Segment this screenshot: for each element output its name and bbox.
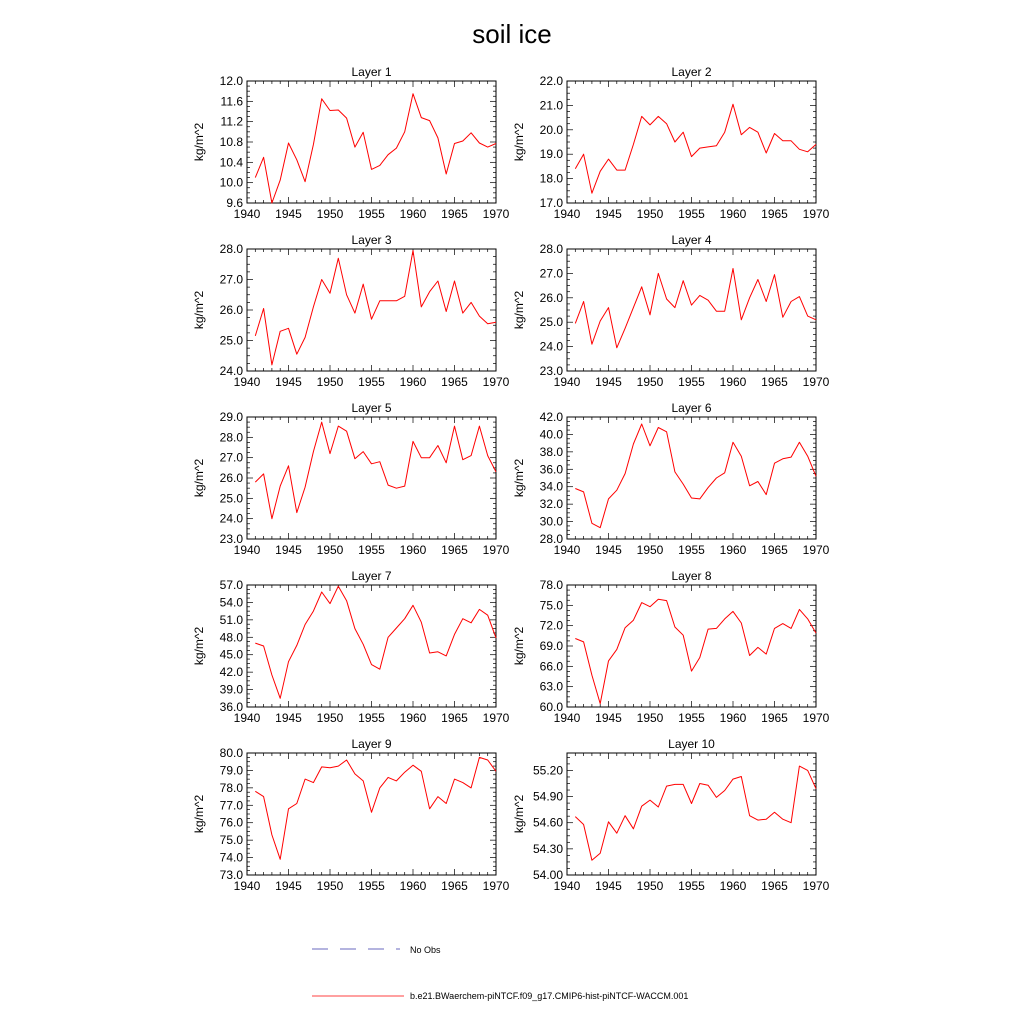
x-tick-label: 1940 [553,207,581,221]
series-line-layer-7 [255,586,496,698]
y-tick-label: 79.0 [219,763,243,778]
y-tick-label: 32.0 [539,497,563,512]
series-line-layer-2 [575,104,816,193]
x-tick-label: 1965 [761,207,788,221]
y-tick-label: 78.0 [219,780,243,795]
y-axis-label: kg/m^2 [192,290,206,330]
y-tick-label: 54.30 [532,841,563,856]
x-tick-label: 1940 [233,375,261,389]
x-tick-label: 1940 [553,543,581,557]
x-tick-label: 1960 [399,543,427,557]
x-tick-label: 1940 [233,879,261,893]
x-tick-label: 1940 [553,879,581,893]
legend [312,945,688,1001]
y-axis-label: kg/m^2 [192,458,206,498]
y-tick-label: 24.0 [219,364,243,378]
plot-frame [567,249,816,371]
panel-title: Layer 8 [671,569,712,583]
x-tick-label: 1940 [233,711,261,725]
x-tick-label: 1945 [275,375,302,389]
x-tick-label: 1950 [316,543,344,557]
x-tick-label: 1955 [358,879,385,893]
y-tick-label: 19.0 [539,147,563,162]
y-tick-label: 26.0 [219,303,243,317]
chart-panel-layer-2 [512,65,830,221]
y-tick-label: 26.0 [539,290,563,305]
y-tick-label: 42.0 [219,665,243,680]
panel-title: Layer 5 [351,401,392,415]
y-tick-label: 66.0 [539,659,563,674]
y-tick-label: 24.0 [219,511,243,526]
y-tick-label: 20.0 [539,122,563,137]
y-tick-label: 60.0 [539,700,563,714]
x-tick-label: 1960 [719,879,747,893]
x-tick-label: 1965 [761,879,788,893]
y-tick-label: 9.6 [226,196,243,210]
x-tick-label: 1970 [802,711,830,725]
chart-panel-layer-9 [192,737,510,893]
y-axis-label: kg/m^2 [512,122,526,162]
x-tick-label: 1965 [441,879,468,893]
plot-frame [567,585,816,707]
y-tick-label: 23.0 [219,532,243,546]
y-tick-label: 55.20 [532,763,563,778]
chart-panel-layer-5 [192,401,510,557]
x-tick-label: 1970 [482,375,510,389]
x-tick-label: 1960 [719,375,747,389]
y-tick-label: 10.8 [219,135,243,149]
series-line-layer-9 [255,757,496,859]
y-tick-label: 51.0 [219,612,243,627]
x-tick-label: 1940 [233,543,261,557]
y-tick-label: 23.0 [539,364,563,378]
x-tick-label: 1955 [358,207,385,221]
y-tick-label: 22.0 [539,74,563,88]
y-tick-label: 54.60 [532,815,563,830]
y-axis-label: kg/m^2 [512,290,526,330]
y-tick-label: 18.0 [539,171,563,186]
x-tick-label: 1940 [553,711,581,725]
y-tick-label: 48.0 [219,630,243,645]
panel-title: Layer 10 [668,737,715,751]
y-tick-label: 28.0 [219,242,243,256]
x-tick-label: 1945 [275,879,302,893]
x-tick-label: 1970 [482,711,510,725]
y-tick-label: 30.0 [539,514,563,529]
chart-panel-layer-4 [512,233,830,389]
y-tick-label: 57.0 [219,578,243,592]
x-tick-label: 1950 [316,207,344,221]
x-tick-label: 1945 [595,711,622,725]
y-tick-label: 25.0 [219,333,243,348]
y-tick-label: 63.0 [539,679,563,694]
y-tick-label: 45.0 [219,647,243,662]
x-tick-label: 1960 [719,711,747,725]
x-tick-label: 1940 [233,207,261,221]
x-tick-label: 1970 [802,543,830,557]
y-tick-label: 11.6 [220,94,243,109]
y-tick-label: 34.0 [539,479,563,494]
x-tick-label: 1955 [358,711,385,725]
chart-panel-layer-1 [192,65,510,221]
x-tick-label: 1960 [399,375,427,389]
plot-frame [567,417,816,539]
x-tick-label: 1945 [595,879,622,893]
figure-title: soil ice [472,19,552,49]
y-tick-label: 27.0 [539,266,563,281]
x-tick-label: 1970 [482,207,510,221]
y-tick-label: 26.0 [219,471,243,485]
chart-panel-layer-10 [512,737,830,893]
x-tick-label: 1950 [316,711,344,725]
y-axis-label: kg/m^2 [192,626,206,666]
x-tick-label: 1970 [802,879,830,893]
y-tick-label: 27.0 [219,450,243,465]
y-tick-label: 54.90 [532,789,563,804]
plot-frame [247,753,496,875]
legend-model-label: b.e21.BWaerchem-piNTCF.f09_g17.CMIP6-hist-piNTCF-WACCM.001 [410,991,689,1001]
panels-grid [192,65,830,893]
x-tick-label: 1965 [441,207,468,221]
y-tick-label: 12.0 [219,74,243,88]
y-axis-label: kg/m^2 [192,794,206,834]
x-tick-label: 1965 [441,375,468,389]
legend-obs-label: No Obs [410,945,441,955]
panel-title: Layer 9 [351,737,392,751]
y-tick-label: 10.4 [219,155,243,170]
x-tick-label: 1950 [636,543,664,557]
x-tick-label: 1945 [275,711,302,725]
y-tick-label: 40.0 [539,427,563,442]
y-tick-label: 75.0 [219,833,243,848]
series-line-layer-8 [575,599,816,703]
plot-frame [567,753,816,875]
x-tick-label: 1965 [761,711,788,725]
x-tick-label: 1950 [636,375,664,389]
y-tick-label: 36.0 [219,700,243,714]
y-tick-label: 28.0 [539,532,563,546]
y-tick-label: 21.0 [539,98,563,113]
chart-panel-layer-8 [512,569,830,725]
y-tick-label: 11.2 [220,114,243,129]
y-tick-label: 38.0 [539,444,563,459]
chart-panel-layer-6 [512,401,830,557]
x-tick-label: 1965 [441,543,468,557]
x-tick-label: 1970 [482,543,510,557]
chart-panel-layer-7 [192,569,510,725]
chart-panel-layer-3 [192,233,510,389]
x-tick-label: 1945 [275,207,302,221]
y-tick-label: 80.0 [219,746,243,760]
x-tick-label: 1950 [636,207,664,221]
x-tick-label: 1950 [316,879,344,893]
x-tick-label: 1955 [358,543,385,557]
panel-title: Layer 4 [671,233,712,247]
series-line-layer-10 [575,766,816,860]
x-tick-label: 1965 [761,543,788,557]
y-axis-label: kg/m^2 [192,122,206,162]
plot-frame [247,249,496,371]
y-tick-label: 54.00 [532,868,563,882]
y-tick-label: 69.0 [539,639,563,653]
x-tick-label: 1965 [441,711,468,725]
panel-title: Layer 1 [351,65,392,79]
x-tick-label: 1945 [275,543,302,557]
x-tick-label: 1970 [482,879,510,893]
y-tick-label: 27.0 [219,272,243,287]
x-tick-label: 1950 [636,879,664,893]
panel-title: Layer 6 [671,401,712,415]
x-tick-label: 1960 [399,207,427,221]
y-tick-label: 78.0 [539,578,563,592]
y-tick-label: 76.0 [219,815,243,830]
x-tick-label: 1955 [678,879,705,893]
x-tick-label: 1955 [358,375,385,389]
y-tick-label: 54.0 [219,595,243,610]
y-tick-label: 75.0 [539,598,563,613]
series-line-layer-4 [575,269,816,348]
y-tick-label: 28.0 [219,430,243,445]
x-tick-label: 1955 [678,375,705,389]
y-axis-label: kg/m^2 [512,458,526,498]
series-line-layer-1 [255,94,496,203]
y-tick-label: 74.0 [219,850,243,865]
x-tick-label: 1945 [595,207,622,221]
x-tick-label: 1955 [678,543,705,557]
y-tick-label: 73.0 [219,868,243,882]
x-tick-label: 1970 [802,207,830,221]
y-axis-label: kg/m^2 [512,626,526,666]
x-tick-label: 1960 [719,543,747,557]
y-axis-label: kg/m^2 [512,794,526,834]
plot-frame [247,585,496,707]
x-tick-label: 1955 [678,207,705,221]
panel-title: Layer 3 [351,233,392,247]
plot-frame [567,81,816,203]
x-tick-label: 1950 [636,711,664,725]
y-tick-label: 28.0 [539,242,563,256]
y-tick-label: 39.0 [219,682,243,697]
y-tick-label: 25.0 [539,315,563,330]
y-tick-label: 24.0 [539,339,563,354]
series-line-layer-6 [575,424,816,528]
y-tick-label: 29.0 [219,410,243,424]
panel-title: Layer 7 [351,569,392,583]
panel-title: Layer 2 [671,65,712,79]
x-tick-label: 1960 [399,711,427,725]
x-tick-label: 1955 [678,711,705,725]
y-tick-label: 77.0 [219,798,243,813]
y-tick-label: 25.0 [219,491,243,506]
series-line-layer-5 [255,422,496,519]
x-tick-label: 1960 [399,879,427,893]
x-tick-label: 1940 [553,375,581,389]
y-tick-label: 17.0 [539,196,563,210]
x-tick-label: 1965 [761,375,788,389]
x-tick-label: 1945 [595,375,622,389]
y-tick-label: 42.0 [539,410,563,424]
y-tick-label: 10.0 [219,175,243,190]
x-tick-label: 1960 [719,207,747,221]
x-tick-label: 1970 [802,375,830,389]
x-tick-label: 1945 [595,543,622,557]
y-tick-label: 72.0 [539,618,563,633]
x-tick-label: 1950 [316,375,344,389]
series-line-layer-3 [255,251,496,365]
y-tick-label: 36.0 [539,462,563,477]
plot-frame [247,417,496,539]
